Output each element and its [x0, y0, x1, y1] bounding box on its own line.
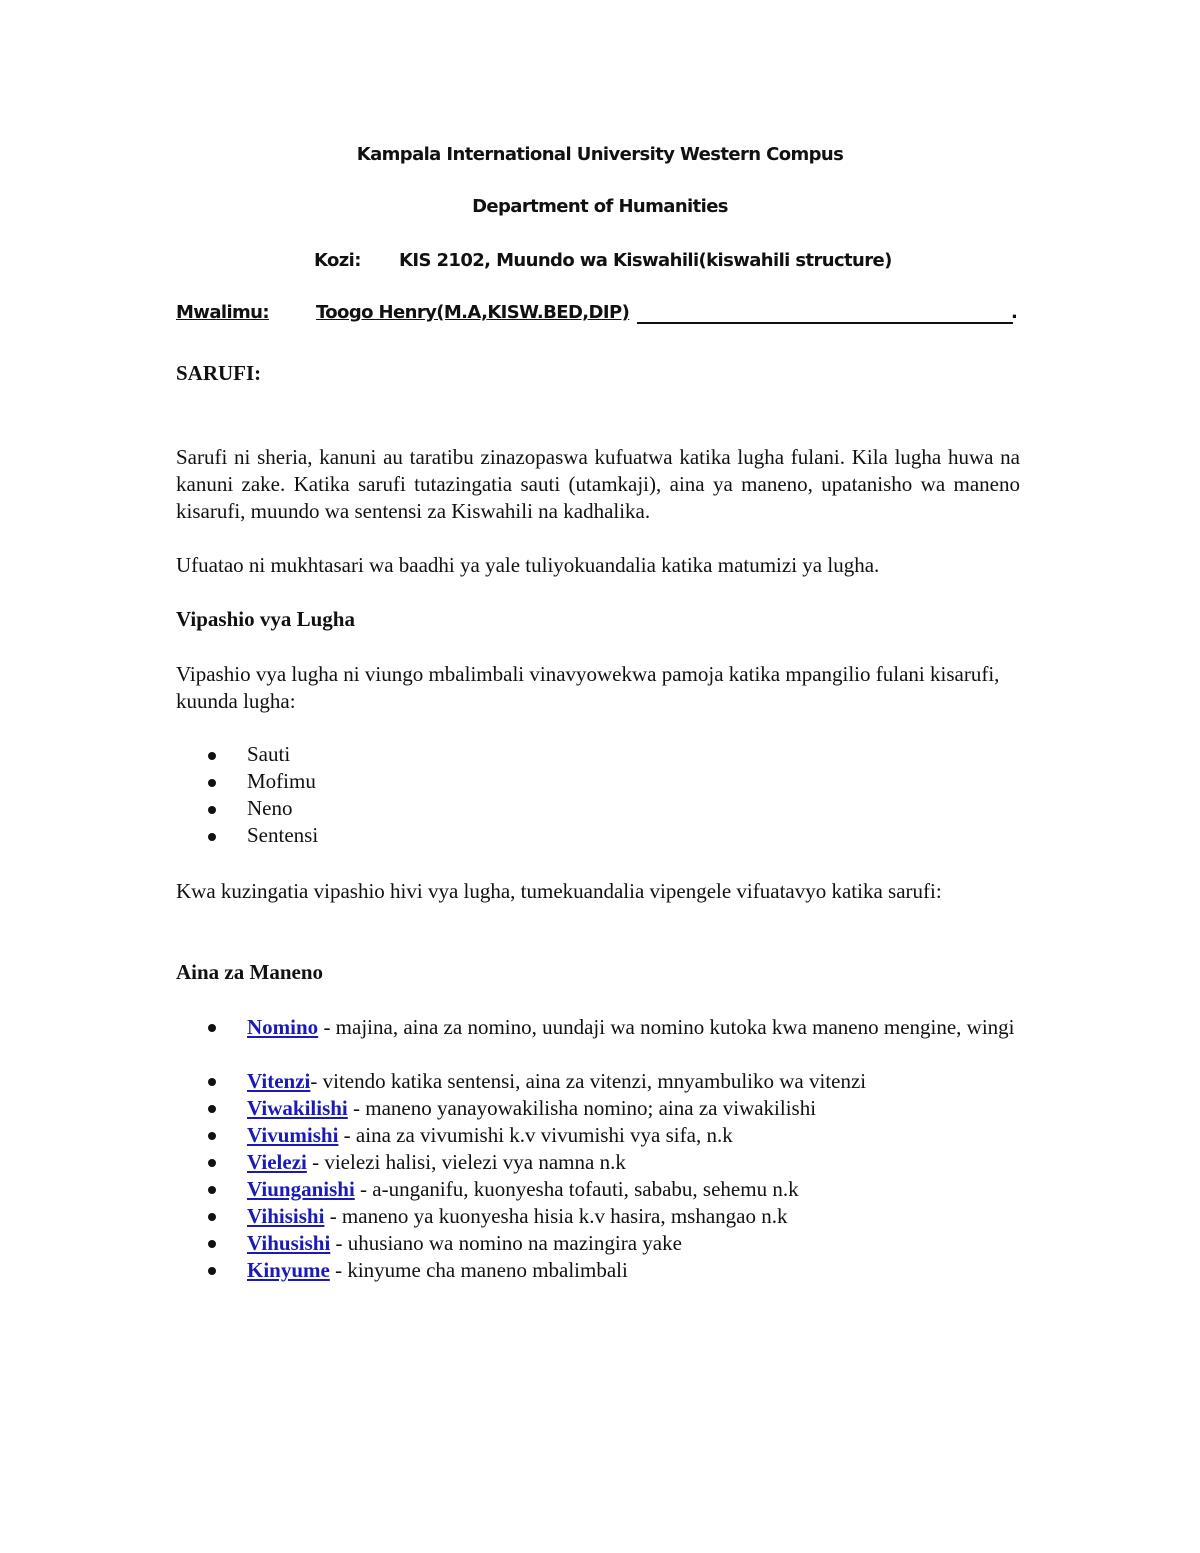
link-vitenzi[interactable]: Vitenzi [247, 1069, 311, 1093]
list-item [247, 1068, 1020, 1095]
university-title: Kampala International University Western Compus [356, 144, 844, 165]
item-description: - a-unganifu, kuonyesha tofauti, sababu, sehemu n.k [354, 1177, 799, 1201]
bullet-icon [208, 1267, 216, 1275]
link-kinyume[interactable]: Kinyume [247, 1258, 330, 1282]
list-item: Neno [247, 796, 293, 820]
bullet-icon [208, 1213, 216, 1221]
link-vihusishi[interactable]: Vihusishi [247, 1231, 331, 1255]
list-item [247, 1257, 1020, 1284]
teacher-underline-rule [637, 322, 1013, 324]
list-item [247, 1176, 1020, 1203]
bullet-icon [208, 1105, 216, 1113]
bullet-icon [208, 833, 216, 841]
link-nomino[interactable]: Nomino [247, 1015, 319, 1039]
bullet-icon [208, 1078, 216, 1086]
summary-line: Ufuatao ni mukhtasari wa baadhi ya yale tuliyokuandalia katika matumizi ya lugha. [176, 553, 880, 577]
bullet-icon [208, 1024, 216, 1032]
link-vihisishi[interactable]: Vihisishi [247, 1204, 325, 1228]
teacher-end-mark: . [1011, 302, 1018, 323]
item-description: - vitendo katika sentensi, aina za vitenzi, mnyambuliko wa vitenzi [310, 1069, 867, 1093]
list-item [247, 1230, 1020, 1257]
list-item: Mofimu [247, 769, 316, 793]
teacher-value: Toogo Henry(M.A,KISW.BED,DIP) [316, 302, 630, 323]
list-item: Sauti [247, 742, 291, 766]
link-viwakilishi[interactable]: Viwakilishi [247, 1096, 348, 1120]
course-label: Kozi: [314, 250, 361, 271]
kwa-paragraph: Kwa kuzingatia vipashio hivi vya lugha, tumekuandalia vipengele vifuatavyo katika sarufi: [176, 879, 942, 903]
bullet-icon [208, 806, 216, 814]
aina-heading: Aina za Maneno [176, 960, 323, 984]
teacher-label: Mwalimu: [176, 302, 269, 323]
link-viunganishi[interactable]: Viunganishi [247, 1177, 355, 1201]
vipashio-heading: Vipashio vya Lugha [176, 607, 355, 631]
item-description: - aina za vivumishi k.v vivumishi vya sifa, n.k [338, 1123, 733, 1147]
item-description: - uhusiano wa nomino na mazingira yake [330, 1231, 682, 1255]
list-item [247, 1122, 1020, 1149]
intro-paragraph: Sarufi ni sheria, kanuni au taratibu zinazopaswa kufuatwa katika lugha fulani. Kila lugha huwa na kanuni zake. Katika sarufi tutazingatia sauti (utamkaji), aina ya maneno, upatanisho wa maneno kisarufi, muundo wa sentensi za Kiswahili na kadhalika. [176, 445, 1020, 523]
list-item [247, 1014, 1020, 1041]
bullet-icon [208, 779, 216, 787]
link-vivumishi[interactable]: Vivumishi [247, 1123, 339, 1147]
item-description: - vielezi halisi, vielezi vya namna n.k [306, 1150, 626, 1174]
list-item [247, 1095, 1020, 1122]
bullet-icon [208, 1186, 216, 1194]
link-vielezi[interactable]: Vielezi [247, 1150, 307, 1174]
item-description: - maneno ya kuonyesha hisia k.v hasira, mshangao n.k [324, 1204, 788, 1228]
bullet-icon [208, 1159, 216, 1167]
department-title: Department of Humanities [472, 196, 728, 217]
bullet-icon [208, 752, 216, 760]
list-item [247, 1149, 1020, 1176]
item-description: - majina, aina za nomino, uundaji wa nomino kutoka kwa maneno mengine, wingi [318, 1015, 1015, 1039]
list-item [247, 1203, 1020, 1230]
course-value: KIS 2102, Muundo wa Kiswahili(kiswahili structure) [399, 250, 892, 271]
list-item: Sentensi [247, 823, 319, 847]
bullet-icon [208, 1240, 216, 1248]
vipashio-paragraph: Vipashio vya lugha ni viungo mbalimbali vinavyowekwa pamoja katika mpangilio fulani kisarufi, kuunda lugha: [176, 662, 1000, 713]
item-description: - kinyume cha maneno mbalimbali [329, 1258, 628, 1282]
bullet-icon [208, 1132, 216, 1140]
item-description: - maneno yanayowakilisha nomino; aina za viwakilishi [347, 1096, 817, 1120]
section-title: SARUFI: [176, 361, 262, 385]
teacher-line [0, 302, 1200, 328]
